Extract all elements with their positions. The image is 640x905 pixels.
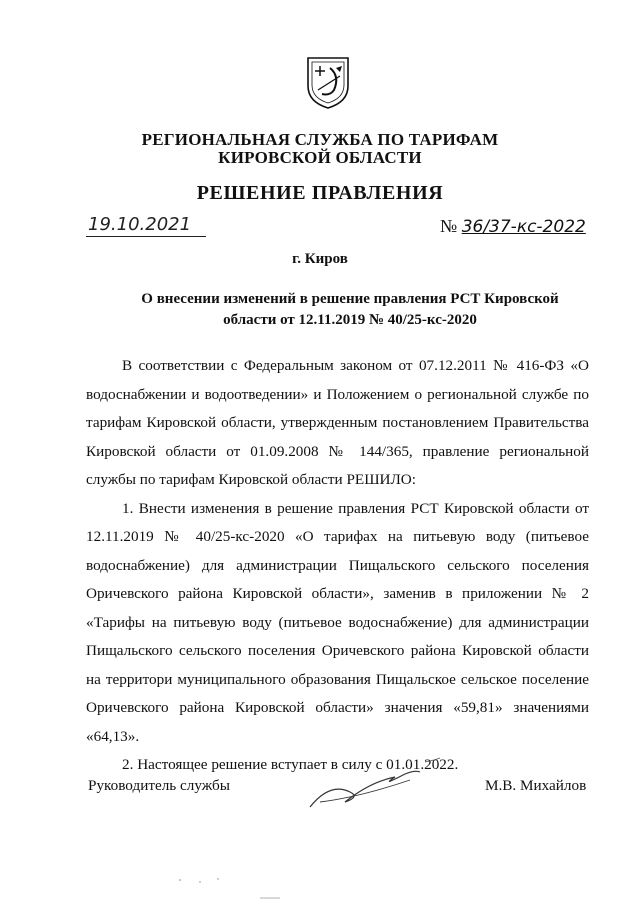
paragraph-item-2: 2. Настоящее решение вступает в силу с 01.01.2022. — [122, 756, 459, 773]
signatory-role: Руководитель службы — [88, 777, 230, 794]
number-value: 36/37-кс-2022 — [461, 217, 586, 237]
city: г. Киров — [292, 251, 348, 267]
paragraph-item-1: 1. Внести изменения в решение правления РСТ Кировской области от 12.11.2019 № 40/25-кс-2020 «О тарифах на питьевую воду (питьевое водоснабжение) для администрации Пищальского сельского поселения Оричевского района Кировской области», заменив в приложении № 2 «Тарифы на питьевую воду (питьевое водоснабжение) для администрации Пищальского сельского поселения Оричевского района Кировской области на территори муниципального образования Пищальское сельское поселение Оричевского района Кировской области» значения «59,81» значениями «64,13». — [86, 499, 589, 745]
subject-heading — [100, 289, 600, 331]
handwritten-signature — [300, 752, 450, 822]
signatory-name: М.В. Михайлов — [485, 777, 587, 794]
paragraph-preamble: В соответствии с Федеральным законом от 07.12.2011 № 416-ФЗ «О водоснабжении и водоотведении» и Положением о региональной службе по тарифам Кировской области, утвержденным постановлением Правительства Кировской области от 01.09.2008 № 144/365, правление региональной службы по тарифам Кировской области РЕШИЛО: — [86, 357, 589, 488]
subject-line2: области от 12.11.2019 № 40/25-кс-2020 — [223, 312, 477, 328]
organization-name-line1: РЕГИОНАЛЬНАЯ СЛУЖБА ПО ТАРИФАМ — [141, 130, 499, 149]
coat-of-arms-icon — [300, 52, 356, 110]
scan-specks — [170, 840, 290, 900]
organization-name-line2: КИРОВСКОЙ ОБЛАСТИ — [218, 148, 422, 167]
date-underline — [86, 236, 206, 237]
number-sign: № — [440, 216, 458, 236]
document-body — [86, 352, 589, 780]
document-title: РЕШЕНИЕ ПРАВЛЕНИЯ — [196, 182, 444, 204]
subject-line1: О внесении изменений в решение правления РСТ Кировской — [141, 291, 559, 307]
document-date: 19.10.2021 — [88, 214, 192, 235]
document-number — [440, 216, 586, 237]
